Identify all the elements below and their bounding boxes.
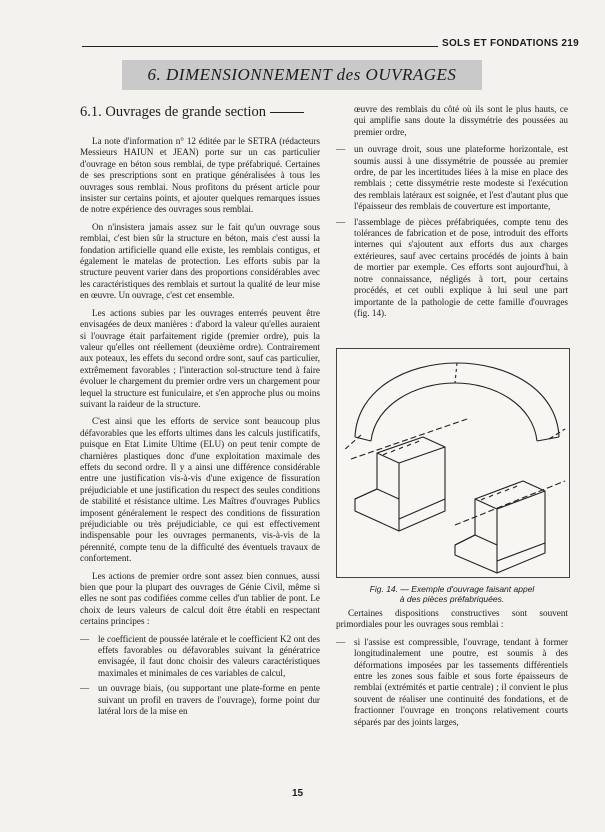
list-item: — un ouvrage biais, (ou supportant une plate-forme en pente suivant un profil en travers de l'ouvrage), forme point dur latéral lors de la mise en <box>80 683 320 717</box>
header-rule <box>82 46 438 47</box>
right-column-top <box>336 104 568 323</box>
precast-structure-drawing <box>337 349 569 577</box>
chapter-banner <box>122 60 482 90</box>
section-rule <box>270 112 304 113</box>
left-column <box>80 136 320 722</box>
figure-14 <box>336 348 570 578</box>
chapter-title: 6. DIMENSIONNEMENT des OUVRAGES <box>147 65 457 84</box>
paragraph: C'est ainsi que les efforts de service sont beaucoup plus défavorables que les efforts ultimes dans les calculs justificatifs, puisque en Etat Limite Ultime (ELU) on peut tenir compte de charnières plastiques donc d'une exploitation maximale des effets du second ordre. Il y a ainsi une différence considérable entre une justification vis-à-vis d'une exigence de fissuration préjudiciable et une justification du respect des seules conditions de stabilité et résistance ultime. Les Maîtres d'ouvrages Publics imposent généralement le respect des conditions de fissuration préjudiciable ou très préjudiciable, ce qui est effectivement indispensable pour les ouvrages permanents, vis-à-vis de la pérennité, compte tenu de la difficulté des éventuels travaux de confortement. <box>80 416 320 564</box>
right-column-bottom <box>336 608 568 732</box>
paragraph: Certaines dispositions constructives sont souvent primordiales pour les ouvrages sous remblai : <box>336 608 568 630</box>
paragraph: Les actions de premier ordre sont assez bien connues, aussi bien que pour la plupart des ouvrages de Génie Civil, même si elles ne sont pas codifiées comme celles d'un tablier de pont. Le choix de leurs valeurs de calcul doit être établi en respectant certains principes : <box>80 570 320 627</box>
list-item: — le coefficient de poussée latérale et le coefficient K2 ont des effets favorables ou défavorables suivant la génératrice envisagée, il faut donc choisir des valeurs caractéristiques maximales et minimales de ces variables de calcul, <box>80 634 320 680</box>
paragraph-continuation: œuvre des remblais du côté où ils sont le plus hauts, ce qui amplifie sans doute la dissymétrie des poussées au premier ordre, <box>354 104 568 137</box>
section-title: 6.1. Ouvrages de grande section <box>80 104 267 120</box>
running-header: SOLS ET FONDATIONS 219 <box>442 38 579 49</box>
caption-line: Fig. 14. — Exemple d'ouvrage faisant appel <box>369 584 535 594</box>
paragraph: La note d'information n° 12 éditée par le SETRA (rédacteurs Messieurs HAIUN et JEAN) porte sur un cas particulier d'ouvrage en béton sous remblai, de type préfabriqué. Certaines de ses prescriptions sont en pratique généralisées à tous les ouvrages sous remblai. Nous profitons du présent article pour insister sur certains points, et ajouter quelques remarques issues de notre expérience des ouvrages sous remblai. <box>80 136 320 215</box>
list-item: — un ouvrage droit, sous une plateforme horizontale, est soumis aussi à une dissymétrie de poussée au premier ordre, de par les incertitudes liées à la mise en place des remblais ; cette dissymétrie reste modeste si l'exécution des remblais latéraux est soignée, et l'est d'autant plus que l'épaisseur des remblais de couverture est importante, <box>336 144 568 212</box>
page-number: 15 <box>292 788 304 799</box>
paragraph: Les actions subies par les ouvrages enterrés peuvent être envisagées de deux manières : d'abord la valeur qu'elles auraient si l'ouvrage était parfaitement rigide (premier ordre), puis la valeur qu'elles ont réellement (deuxième ordre). Contrairement aux poteaux, les effets du second ordre sont, sauf cas particulier, extrêmement favorables ; l'interaction sol-structure tend à faire évoluer le chargement du premier ordre vers un chargement pour lequel la structure est funiculaire, et s'en approche plus ou moins suivant la raideur de la structure. <box>80 307 320 409</box>
section-heading <box>80 104 304 121</box>
bullet-list <box>336 144 568 319</box>
paragraph: On n'insistera jamais assez sur le fait qu'un ouvrage sous remblai, c'est bien sûr la structure en béton, mais c'est aussi la fondation artificielle quand elle existe, les remblais contigus, et également le matelas de protection. Les efforts subis par la structure peuvent varier dans des proportions considérables avec les caractéristiques des remblais et surtout la qualité de leur mise en œuvre. Un ouvrage, c'est cet ensemble. <box>80 221 320 301</box>
list-item: — si l'assise est compressible, l'ouvrage, tendant à former longitudinalement une poutre, est soumis à des déformations imposées par les tassements différentiels entre les zones sous faible et sous forte épaisseurs de remblai (extrémités et partie centrale) ; il convient le plus souvent de réaliser une continuité des fondations, et de fractionner l'ouvrage en tronçons relativement courts séparés par des joints larges, <box>336 637 568 728</box>
list-item: — l'assemblage de pièces préfabriquées, compte tenu des tolérances de fabrication et de pose, introduit des efforts internes qui s'ajoutent aux efforts dus aux charges extérieures, sauf avec certains procédés de joints à bain de mortier par exemple. Ces efforts sont aujourd'hui, à notre connaissance, négligés à tort, pour certains procédés, et cet oubli explique à lui seul une part importante de la pathologie de cette famille d'ouvrages (fig. 14). <box>336 217 568 320</box>
bullet-list <box>336 637 568 728</box>
bullet-list <box>80 634 320 718</box>
caption-line: à des pièces préfabriquées. <box>399 594 505 604</box>
figure-caption <box>336 584 568 604</box>
